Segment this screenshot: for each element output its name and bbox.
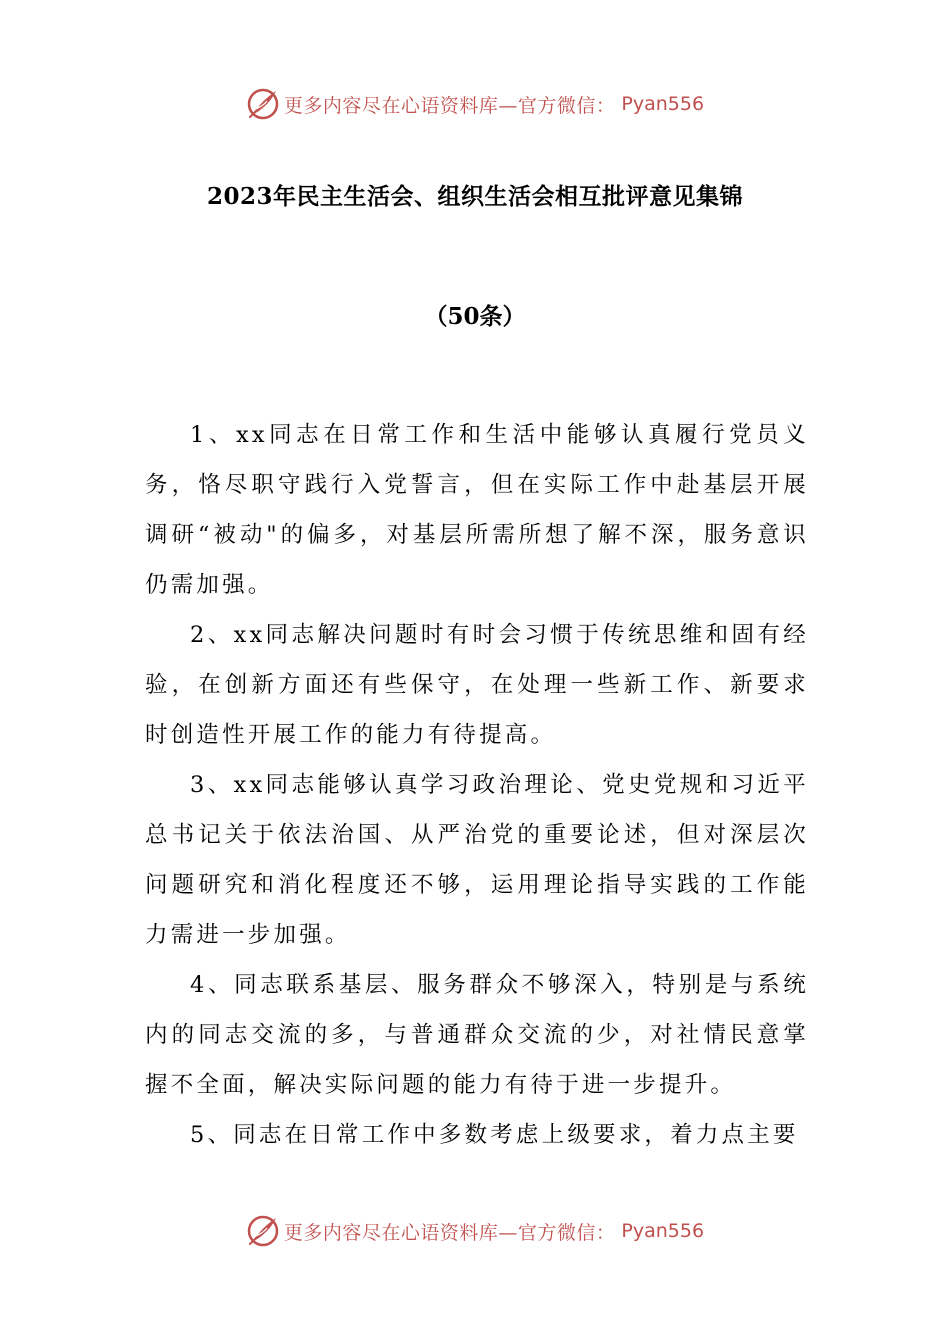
watermark-text: 更多内容尽在心语资料库—官方微信： (283, 1221, 616, 1244)
quill-pen-icon (246, 1214, 280, 1248)
quill-pen-icon (246, 87, 280, 121)
paragraph-1: 1、xx同志在日常工作和生活中能够认真履行党员义务，恪尽职守践行入党誓言，但在实际工作中赴基层开展调研“被动"的偏多，对基层所需所想了解不深，服务意识仍需加强。 (145, 422, 809, 598)
paragraph-3: 3、xx同志能够认真学习政治理论、党史党规和习近平总书记关于依法治国、从严治党的重要论述，但对深层次问题研究和消化程度还不够，运用理论指导实践的工作能力需进一步加强。 (145, 772, 809, 948)
watermark-account: Pyan556 (621, 1220, 705, 1242)
document-subtitle: （50条） (424, 303, 526, 330)
watermark-footer (0, 1211, 950, 1251)
paragraph-5: 5、同志在日常工作中多数考虑上级要求，着力点主要 (190, 1122, 799, 1148)
paragraph-4: 4、同志联系基层、服务群众不够深入，特别是与系统内的同志交流的多，与普通群众交流的少，对社情民意掌握不全面，解决实际问题的能力有待于进一步提升。 (145, 972, 809, 1098)
document-title: 2023年民主生活会、组织生活会相互批评意见集锦 (206, 183, 743, 210)
paragraph-2: 2、xx同志解决问题时有时会习惯于传统思维和固有经验，在创新方面还有些保守，在处理一些新工作、新要求时创造性开展工作的能力有待提高。 (145, 622, 809, 748)
watermark-header (0, 84, 950, 124)
watermark-account: Pyan556 (621, 93, 705, 115)
watermark-text: 更多内容尽在心语资料库—官方微信： (283, 94, 616, 117)
document-body (145, 410, 809, 1160)
